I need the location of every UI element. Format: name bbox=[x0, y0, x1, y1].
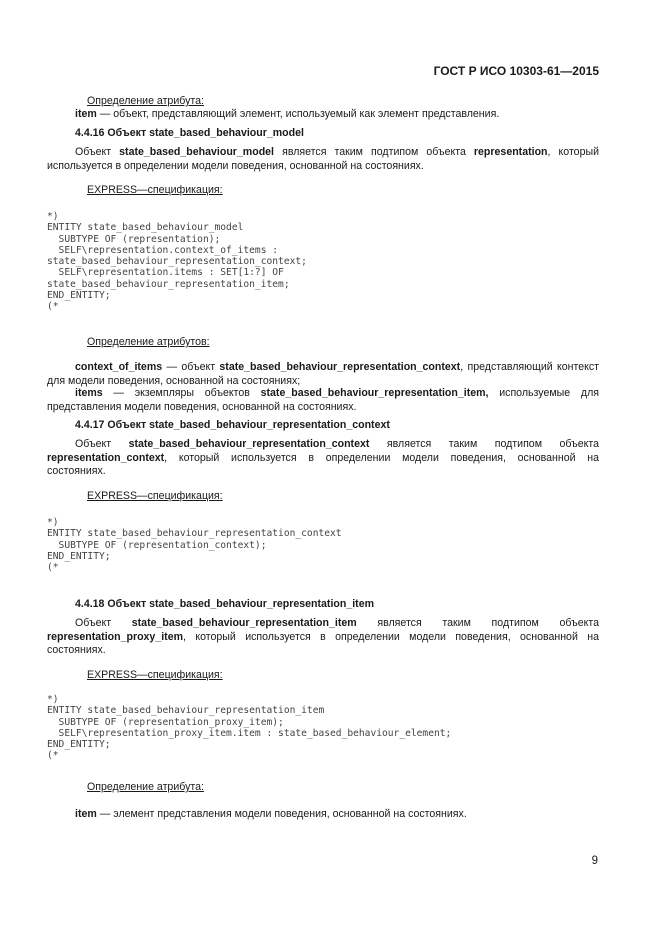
term: state_based_behaviour_representation_item, bbox=[260, 387, 489, 399]
attribute-definition-heading: Определение атрибута: bbox=[87, 95, 204, 107]
text: Объект bbox=[75, 617, 132, 629]
attribute-definition-heading: Определение атрибута: bbox=[87, 781, 204, 793]
text: , который используется в определении модели поведения, основанной на состояниях. bbox=[47, 630, 599, 657]
express-spec-label: EXPRESS—спецификация: bbox=[87, 669, 223, 681]
attribute-context-of-items bbox=[47, 361, 599, 388]
text: , представляющий контекст для модели поведения, основанной на состояниях; bbox=[47, 361, 599, 387]
express-code-block: *) ENTITY state_based_behaviour_representation_item SUBTYPE OF (representation_proxy_item); SELF\representation_proxy_item.item : state_based_behaviour_element; END_ENTITY; (* bbox=[47, 694, 452, 762]
section-heading-4-4-16: 4.4.16 Объект state_based_behaviour_model bbox=[75, 127, 304, 139]
section-4-4-16-paragraph bbox=[47, 146, 599, 173]
express-code-block: *) ENTITY state_based_behaviour_representation_context SUBTYPE OF (representation_context); END_ENTITY; (* bbox=[47, 517, 342, 574]
section-4-4-18-paragraph bbox=[47, 617, 599, 658]
term: items bbox=[75, 387, 103, 399]
text: — объект bbox=[162, 361, 220, 373]
term: state_based_behaviour_representation_item bbox=[131, 617, 357, 629]
text: используемые для представления модели поведения, основанной на состояниях. bbox=[47, 387, 599, 413]
term: representation_proxy_item bbox=[47, 630, 184, 643]
text: — экземпляры объектов bbox=[102, 387, 261, 399]
term: representation_context bbox=[47, 451, 165, 464]
definition-text: — элемент представления модели поведения, основанной на состояниях. bbox=[96, 808, 467, 820]
text: является таким подтипом объекта bbox=[356, 617, 599, 629]
text: Объект bbox=[75, 146, 120, 158]
attribute-item-definition bbox=[75, 108, 499, 122]
document-header: ГОСТ Р ИСО 10303-61—2015 bbox=[433, 64, 599, 78]
text: Объект bbox=[75, 438, 129, 450]
attribute-item-definition bbox=[75, 808, 467, 822]
section-4-4-17-paragraph bbox=[47, 438, 599, 479]
page-number: 9 bbox=[591, 855, 598, 867]
section-heading-4-4-17: 4.4.17 Объект state_based_behaviour_representation_context bbox=[75, 419, 390, 431]
term: state_based_behaviour_representation_context bbox=[128, 438, 370, 450]
express-spec-label: EXPRESS—спецификация: bbox=[87, 184, 223, 196]
text: , который используется в определении модели поведения, основанной на состояниях. bbox=[47, 146, 599, 172]
term: state_based_behaviour_representation_context bbox=[219, 361, 461, 373]
text: является таким подтипом объекта bbox=[369, 438, 599, 450]
term: item bbox=[75, 808, 97, 820]
text: , который используется в определении модели поведения, основанной на состояниях. bbox=[47, 451, 599, 478]
text: является таким подтипом объекта bbox=[274, 146, 474, 158]
definition-text: — объект, представляющий элемент, используемый как элемент представления. bbox=[96, 108, 500, 120]
express-spec-label: EXPRESS—спецификация: bbox=[87, 490, 223, 502]
term: state_based_behaviour_model bbox=[119, 146, 275, 158]
attributes-definition-heading: Определение атрибутов: bbox=[87, 336, 210, 348]
term: item bbox=[75, 108, 97, 120]
attribute-items bbox=[47, 387, 599, 414]
section-heading-4-4-18: 4.4.18 Объект state_based_behaviour_representation_item bbox=[75, 598, 374, 610]
express-code-block: *) ENTITY state_based_behaviour_model SUBTYPE OF (representation); SELF\representation.context_of_items : state_based_behaviour_representation_context; SELF\representation.items : SET[1:?] OF state_based_behaviour_representation_item; END_ENTITY; (* bbox=[47, 211, 307, 313]
term: representation bbox=[473, 146, 548, 158]
term: context_of_items bbox=[75, 361, 163, 373]
